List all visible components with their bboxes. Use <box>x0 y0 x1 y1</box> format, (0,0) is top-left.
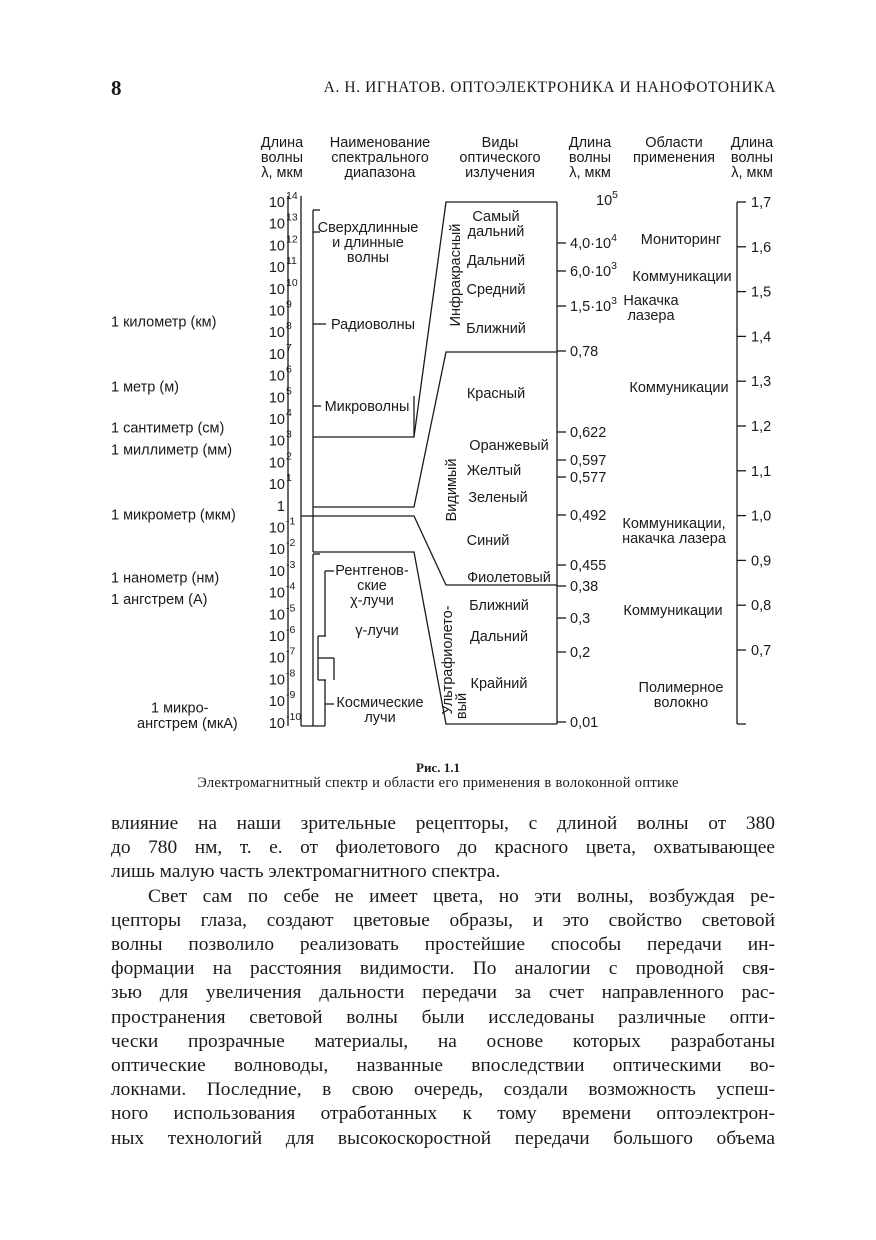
left-scale-exponent: -10 <box>286 710 302 723</box>
left-scale-label: 10 <box>268 607 285 624</box>
header-optical-types-2: оптического <box>459 150 541 166</box>
range-superlong-2: и длинные <box>332 235 404 251</box>
app-communications-3: Коммуникации, <box>622 516 726 532</box>
right-scale-label: 1,3 <box>751 374 772 391</box>
header-spectral-range-1: Наименование <box>329 135 431 151</box>
left-scale-label: 10 <box>268 281 285 298</box>
left-scale-label: 10 <box>268 303 285 320</box>
left-scale-label: 10 <box>268 325 285 342</box>
left-scale-label: 10 <box>268 672 285 689</box>
right-scale-label: 0,7 <box>751 643 772 659</box>
left-scale-exponent: -9 <box>286 689 296 702</box>
range-superlong-1: Сверхдлинные <box>317 220 419 236</box>
left-scale-label: 10 <box>268 715 285 732</box>
optical-types <box>466 209 551 692</box>
header-wavelength-left-2: волны <box>260 150 304 166</box>
mid-scale-label: 0,2 <box>570 645 591 661</box>
header-optical-types-3: излучения <box>465 165 535 181</box>
figure-caption-text: Электромагнитный спектр и области его применения в волоконной оптике <box>197 775 679 791</box>
mid-scale-label: 0,597 <box>570 453 607 469</box>
text-line: ного использования отработанных к тому времени оптоэлектрон- <box>111 1103 775 1125</box>
range-gamma: γ-лучи <box>355 623 399 639</box>
unit-labels <box>111 314 238 731</box>
figure-caption-label: Рис. 1.1 <box>416 760 460 775</box>
right-scale-label: 1,2 <box>751 419 772 435</box>
unit-label: 1 сантиметр (см) <box>111 420 225 437</box>
text-line: чески прозрачные материалы, на основе которых разработаны <box>111 1030 775 1052</box>
range-xray-2: ские <box>357 578 387 594</box>
header-wavelength-right-3: λ, мкм <box>731 165 773 181</box>
ir-item-4: Средний <box>466 282 526 298</box>
vis-item-1: Красный <box>466 386 526 402</box>
group-ultraviolet-1: Ультрафиолето- <box>440 605 456 715</box>
left-scale-exponent: 8 <box>286 320 292 333</box>
left-scale-label: 10 <box>268 368 285 385</box>
text-line: цепторы глаза, создают цветовые образы, и это свойство световой <box>111 909 775 931</box>
left-scale-label: 10 <box>268 346 285 363</box>
unit-label: 1 нанометр (нм) <box>111 570 220 587</box>
left-scale-label: 10 <box>268 455 285 472</box>
header-spectral-range-2: спектрального <box>331 150 429 166</box>
left-scale-exponent: 2 <box>286 450 292 463</box>
range-cosmic-2: лучи <box>364 710 396 726</box>
spectral-range-labels <box>318 220 424 726</box>
uv-item-1: Ближний <box>469 598 529 614</box>
left-scale-exponent: 5 <box>286 385 292 398</box>
text-line: зью для увеличения дальности передачи за счет направленного рас- <box>111 982 775 1004</box>
ir-item-1: Самый <box>472 209 520 225</box>
left-scale-exponent: 13 <box>286 211 298 224</box>
left-scale-label: 10 <box>268 520 285 537</box>
left-scale-exponent: -6 <box>286 624 296 636</box>
ir-item-5: Ближний <box>466 321 526 337</box>
group-ultraviolet-2: вый <box>454 692 470 720</box>
mid-scale-label: 0,01 <box>570 715 599 731</box>
left-scale-label: 10 <box>268 433 285 450</box>
mid-scale-label: $4,0\cdot 10^4$ <box>570 232 617 252</box>
left-scale-label: 10 <box>268 563 285 580</box>
right-scale-label: 1,4 <box>751 329 772 346</box>
mid-scale-label: 0,78 <box>570 344 599 360</box>
text-line: волны позволило реализовать простейшие способы передачи ин- <box>111 934 775 956</box>
unit-label: 1 микро- <box>151 700 209 717</box>
app-laser-pump-2: лазера <box>627 308 675 324</box>
mid-scale-label: 0,455 <box>570 558 607 574</box>
app-communications-5: Коммуникации <box>623 603 723 619</box>
left-scale-exponent: 4 <box>286 407 292 419</box>
right-wavelength-scale <box>737 195 771 724</box>
right-scale-label: 1,1 <box>751 463 772 480</box>
paragraph-1 <box>111 812 775 885</box>
unit-label: 1 километр (км) <box>111 314 217 331</box>
unit-label: 1 ангстрем (А) <box>111 592 208 609</box>
left-scale-label: 10 <box>268 650 285 667</box>
text-line: Свет сам по себе не имеет цвета, но эти волны, возбуждая ре- <box>148 885 775 907</box>
left-scale-exponent: 11 <box>286 255 297 268</box>
left-scale-exponent: -3 <box>286 558 296 571</box>
app-communications-1: Коммуникации <box>632 269 732 285</box>
vis-item-4: Зеленый <box>468 490 528 506</box>
app-monitoring: Мониторинг <box>640 232 722 248</box>
left-scale-exponent: -1 <box>286 515 296 528</box>
header-wavelength-mid-2: волны <box>568 150 612 166</box>
app-polymer-fiber-1: Полимерное <box>638 680 724 696</box>
mid-scale-label: 0,577 <box>570 470 607 486</box>
right-scale-label: 1,0 <box>751 508 772 525</box>
right-scale-label: 0,9 <box>751 553 772 570</box>
text-line: лишь малую часть электромагнитного спектра. <box>111 861 501 883</box>
left-scale-label: 10 <box>268 542 285 559</box>
mid-scale-label: 0,38 <box>570 579 599 595</box>
range-microwave: Микроволны <box>324 399 410 415</box>
group-infrared: Инфракрасный <box>448 223 464 327</box>
mid-scale-label: 0,622 <box>570 425 607 441</box>
header-wavelength-right-2: волны <box>730 150 774 166</box>
range-xray-3: χ-лучи <box>350 593 394 609</box>
range-radio: Радиоволны <box>330 317 416 333</box>
ir-item-2: дальний <box>467 224 525 240</box>
left-scale-exponent: 6 <box>286 363 292 376</box>
right-scale-label: 0,8 <box>751 598 772 615</box>
left-scale-exponent: -2 <box>286 537 296 550</box>
left-scale-exponent: 3 <box>286 428 292 441</box>
text-line: локнами. Последние, в свою очередь, создали возможность успеш- <box>111 1079 775 1101</box>
right-scale-label: 1,5 <box>751 284 772 301</box>
range-cosmic-1: Космические <box>336 695 424 711</box>
left-scale-exponent: 12 <box>286 233 298 246</box>
range-xray-1: Рентгенов- <box>335 563 409 579</box>
header-optical-types-1: Виды <box>481 135 519 151</box>
text-line: влияние на наши зрительные рецепторы, с длиной волны от 380 <box>111 813 775 834</box>
body-text <box>111 812 775 1151</box>
left-scale-exponent: -7 <box>286 645 296 658</box>
left-scale-label: 10 <box>268 390 285 407</box>
left-scale-exponent: 9 <box>286 298 292 311</box>
paragraph-2 <box>111 885 775 1151</box>
text-line: оптические волноводы, названные впоследствии оптическими во- <box>111 1055 775 1077</box>
left-scale-label: 10 <box>268 477 285 494</box>
optical-group-names <box>440 224 470 719</box>
header-spectral-range-3: диапазона <box>344 165 416 181</box>
left-scale-label: 10 <box>268 238 285 255</box>
left-scale-exponent: 1 <box>286 472 292 485</box>
unit-label: 1 микрометр (мкм) <box>111 507 236 524</box>
mid-scale-label: 0,492 <box>570 508 607 524</box>
page-number: 8 <box>111 76 122 100</box>
left-wavelength-scale <box>269 190 301 732</box>
right-scale-label: 1,7 <box>751 195 772 211</box>
vis-item-6: Фиолетовый <box>467 570 551 586</box>
group-visible: Видимый <box>444 458 460 522</box>
left-scale-exponent: -5 <box>286 602 296 615</box>
left-scale-label: 10 <box>268 585 285 602</box>
mid-scale-label: $10^5$ <box>596 189 618 209</box>
column-headers <box>261 135 774 181</box>
ir-item-3: Дальний <box>466 253 526 269</box>
applications <box>622 232 732 711</box>
mid-scale-label: $1,5\cdot 10^3$ <box>570 295 617 315</box>
left-scale-label: 1 <box>276 498 285 515</box>
unit-label: 1 метр (м) <box>111 379 180 396</box>
unit-label: 1 миллиметр (мм) <box>111 442 233 459</box>
running-title: А. Н. ИГНАТОВ. ОПТОЭЛЕКТРОНИКА И НАНОФОТОНИКА <box>323 79 776 96</box>
left-scale-exponent: -4 <box>286 580 296 593</box>
left-scale-label: 10 <box>268 195 285 211</box>
left-scale-label: 10 <box>268 260 285 277</box>
right-scale-label: 1,6 <box>751 239 772 256</box>
left-scale-label: 10 <box>268 694 285 711</box>
text-line: формации на расстояния видимости. По аналогии с проводной свя- <box>111 958 775 980</box>
unit-label: ангстрем (мкА) <box>137 715 238 732</box>
text-line: пространения световой волны были исследованы различные опти- <box>111 1006 775 1028</box>
header-applications-1: Области <box>645 135 703 151</box>
left-scale-exponent: 7 <box>286 341 292 354</box>
left-scale-label: 10 <box>268 412 285 428</box>
vis-item-3: Желтый <box>466 463 522 479</box>
header-wavelength-left-1: Длина <box>260 135 304 151</box>
app-laser-pump-1: Накачка <box>623 293 679 309</box>
vis-item-5: Синий <box>466 533 510 549</box>
left-scale-exponent: 14 <box>286 190 298 202</box>
mid-scale-label: 0,3 <box>570 611 591 627</box>
mid-scale-label: $6,0\cdot 10^3$ <box>570 260 617 280</box>
text-line: ных технологий для высокоскоростной передачи большого объема <box>111 1127 775 1149</box>
text-line: до 780 нм, т. е. от фиолетового до красного цвета, охватывающее <box>111 837 775 859</box>
uv-item-2: Дальний <box>469 629 529 645</box>
vis-item-2: Оранжевый <box>469 438 549 454</box>
left-scale-label: 10 <box>268 216 285 233</box>
header-wavelength-left-3: λ, мкм <box>261 165 303 181</box>
mid-wavelength-scale <box>557 189 618 731</box>
header-wavelength-mid-1: Длина <box>568 135 612 151</box>
uv-item-3: Крайний <box>470 676 528 692</box>
left-scale-exponent: 10 <box>286 276 298 289</box>
app-polymer-fiber-2: волокно <box>653 695 709 711</box>
header-wavelength-right-1: Длина <box>730 135 774 151</box>
range-superlong-3: волны <box>346 250 390 266</box>
left-scale-exponent: -8 <box>286 667 296 680</box>
header-wavelength-mid-3: λ, мкм <box>569 165 611 181</box>
app-communications-4: накачка лазера <box>622 531 726 547</box>
app-communications-2: Коммуникации <box>629 380 729 396</box>
header-applications-2: применения <box>632 150 716 166</box>
left-scale-label: 10 <box>268 629 285 645</box>
